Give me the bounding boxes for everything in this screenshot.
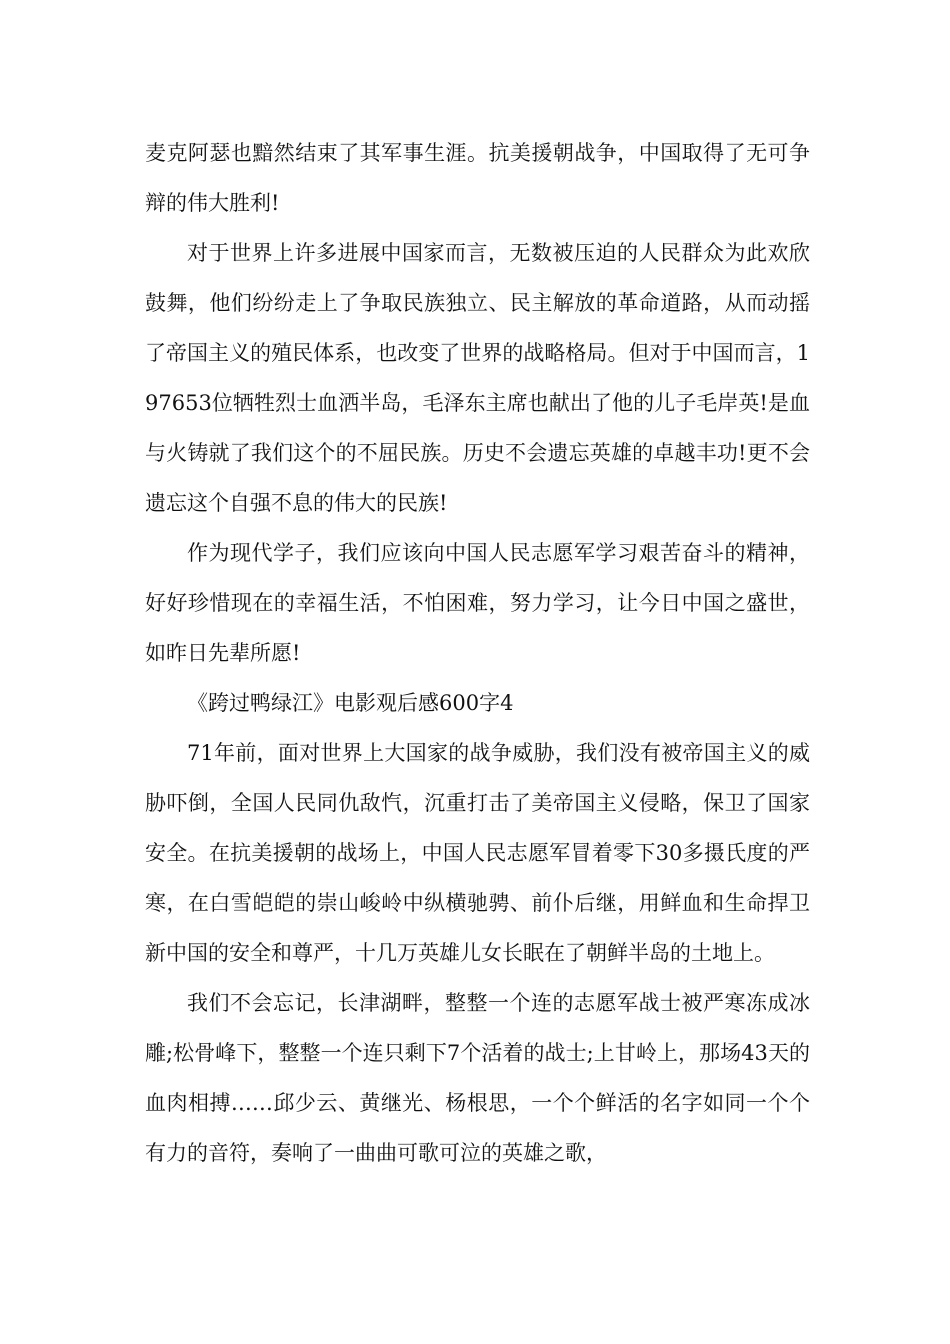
document-body <box>145 128 810 1178</box>
paragraph-5: 我们不会忘记，长津湖畔，整整一个连的志愿军战士被严寒冻成冰雕;松骨峰下，整整一个连只剩下7个活着的战士;上甘岭上，那场43天的血肉相搏……邱少云、黄继光、杨根思，一个个鲜活的名字如同一个个有力的音符，奏响了一曲曲可歌可泣的英雄之歌， <box>145 991 810 1165</box>
paragraph-2: 对于世界上许多进展中国家而言，无数被压迫的人民群众为此欢欣鼓舞，他们纷纷走上了争取民族独立、民主解放的革命道路，从而动摇了帝国主义的殖民体系，也改变了世界的战略格局。但对于中国而言，197653位牺牲烈士血洒半岛，毛泽东主席也献出了他的儿子毛岸英!是血与火铸就了我们这个的不屈民族。历史不会遗忘英雄的卓越丰功!更不会遗忘这个自强不息的伟大的民族! <box>145 241 810 515</box>
section-heading: 《跨过鸭绿江》电影观后感600字4 <box>187 691 514 715</box>
paragraph-3: 作为现代学子，我们应该向中国人民志愿军学习艰苦奋斗的精神，好好珍惜现在的幸福生活，不怕困难，努力学习，让今日中国之盛世，如昨日先辈所愿! <box>145 541 810 665</box>
paragraph-1: 麦克阿瑟也黯然结束了其军事生涯。抗美援朝战争，中国取得了无可争辩的伟大胜利! <box>145 141 810 215</box>
paragraph-4: 71年前，面对世界上大国家的战争威胁，我们没有被帝国主义的威胁吓倒，全国人民同仇敌忾，沉重打击了美帝国主义侵略，保卫了国家安全。在抗美援朝的战场上，中国人民志愿军冒着零下30多摄氏度的严寒，在白雪皑皑的崇山峻岭中纵横驰骋、前仆后继，用鲜血和生命捍卫新中国的安全和尊严，十几万英雄儿女长眠在了朝鲜半岛的土地上。 <box>145 741 810 965</box>
